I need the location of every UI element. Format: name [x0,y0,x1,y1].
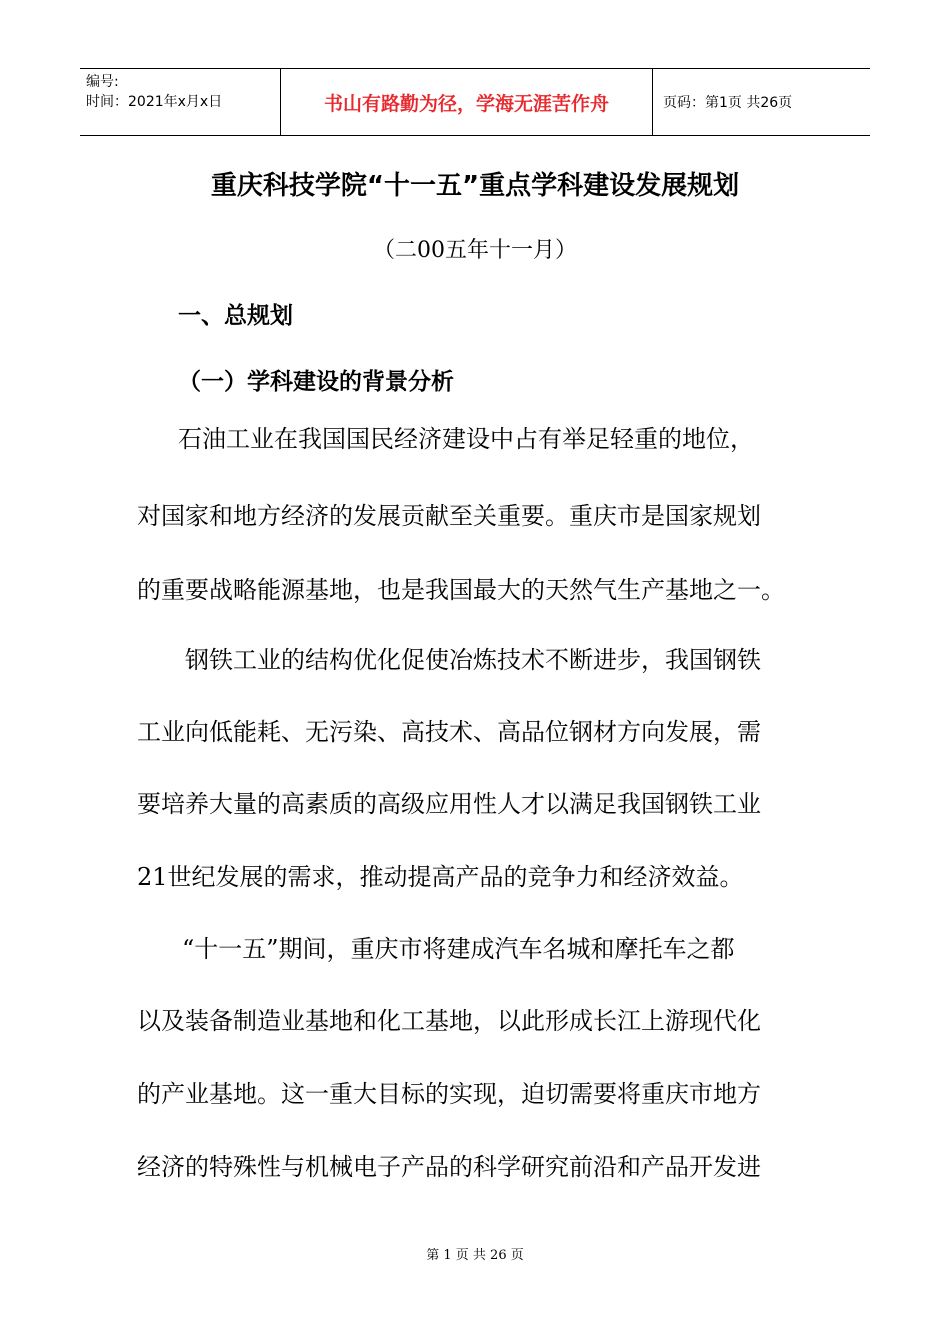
body-line: 经济的特殊性与机械电子产品的科学研究前沿和产品开发进 [137,1153,761,1181]
body-line: 石油工业在我国国民经济建设中占有举足轻重的地位， [178,425,754,453]
header-motto: 书山有路勤为径，学海无涯苦作舟 [280,69,653,135]
header-date-label: 时间：2021年x月x日 [86,94,223,110]
body-line: 钢铁工业的结构优化促使冶炼技术不断进步，我国钢铁 [185,646,761,674]
body-line: 以及装备制造业基地和化工基地，以此形成长江上游现代化 [137,1007,761,1035]
body-line: “十一五”期间，重庆市将建成汽车名城和摩托车之都 [182,935,735,963]
document-title: 重庆科技学院“十一五”重点学科建设发展规划 [210,171,740,201]
header-page-info: 页码：第1页 共26页 [663,95,793,111]
header-number-label: 编号: [86,74,119,90]
section-heading: 一、总规划 [178,303,293,329]
subsection-heading: （一）学科建设的背景分析 [178,369,454,395]
body-line: 的产业基地。这一重大目标的实现，迫切需要将重庆市地方 [137,1080,761,1108]
page-footer: 第 1 页 共 26 页 [426,1248,524,1263]
body-line: 21世纪发展的需求，推动提高产品的竞争力和经济效益。 [137,863,744,891]
body-line: 要培养大量的高素质的高级应用性人才以满足我国钢铁工业 [137,790,761,818]
document-date: （二00五年十一月） [373,238,577,263]
body-line: 对国家和地方经济的发展贡献至关重要。重庆市是国家规划 [137,502,761,530]
body-line: 的重要战略能源基地，也是我国最大的天然气生产基地之一。 [137,576,785,604]
page-header [80,68,870,136]
header-meta [80,69,280,135]
body-line: 工业向低能耗、无污染、高技术、高品位钢材方向发展，需 [137,718,761,746]
